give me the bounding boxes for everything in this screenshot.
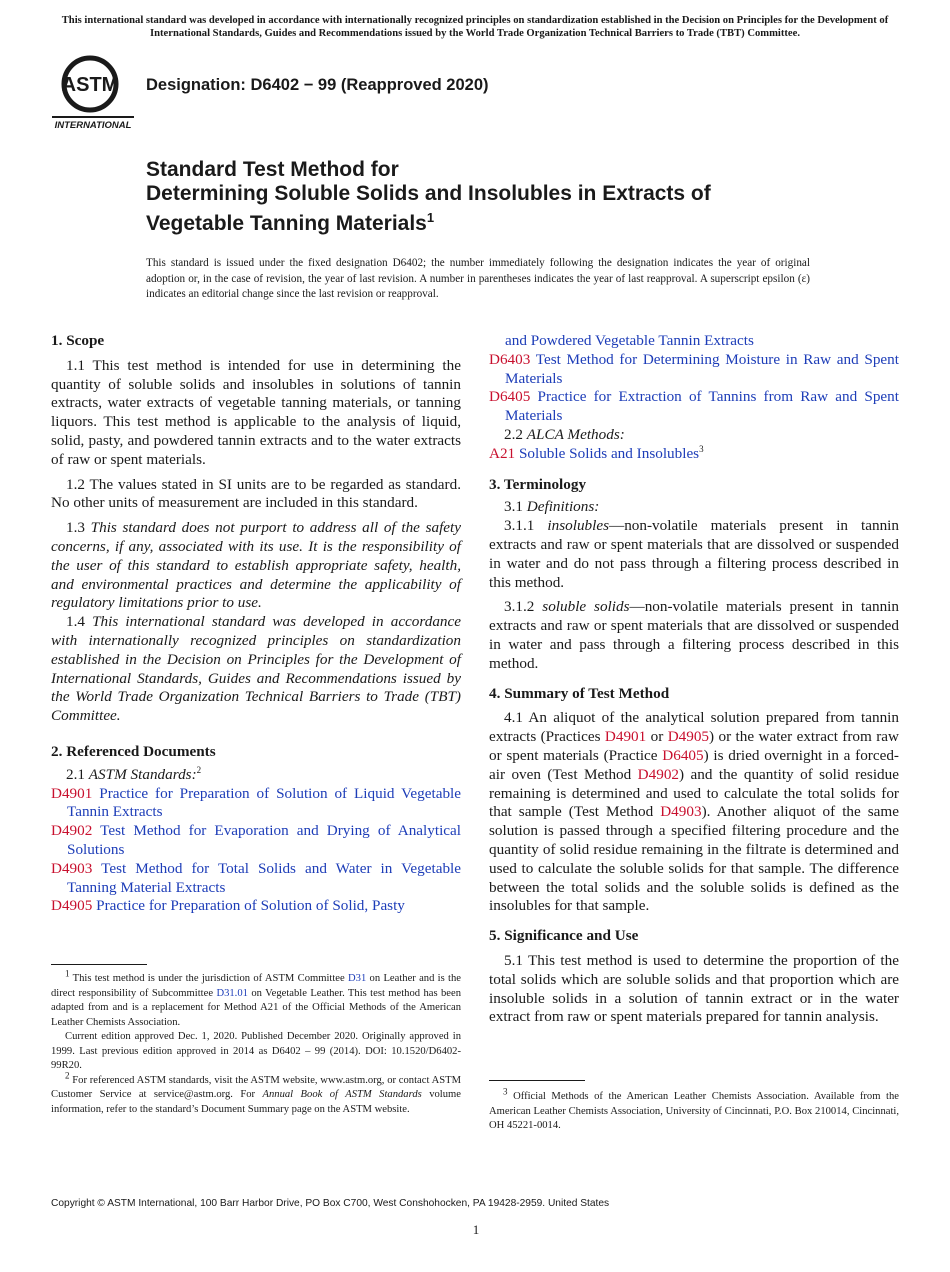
definition-soluble-solids: —non-volatile materials present in tannin extracts and raw or spent materials that are dissolved or suspended in water and pass through a filtering process described in this method. <box>489 598 899 672</box>
ref-code[interactable]: D6403 <box>489 350 531 368</box>
term-soluble-solids: soluble solids <box>542 598 630 616</box>
issue-note: This standard is issued under the fixed designation D6402; the number immediately following the designation indicates the year of original adoption or, in the case of revision, the year of last revision. A number in parentheses indicates the year of last reapproval. A superscript epsilon (ε) indicates an editorial change since the last revision or reapproval. <box>146 257 810 300</box>
astm-standards-label: ASTM Standards: <box>88 765 197 783</box>
para-3-1-1 <box>489 517 899 592</box>
ref-title[interactable]: Practice for Preparation of Solution of Liquid Vegetable Tannin Extracts <box>67 784 461 821</box>
title-line-1: Standard Test Method for <box>146 158 399 181</box>
right-column <box>489 332 899 1027</box>
ref-code[interactable]: A21 <box>489 444 516 462</box>
footnote-1 <box>51 968 461 1030</box>
footnote-1-edition: Current edition approved Dec. 1, 2020. Published December 2020. Originally approved in 1999. Last previous edition approved in 2014 as D6402 – 99 (2014). DOI: 10.1520/D6402-99R20. <box>51 1031 461 1071</box>
para-1-4-text: This international standard was developed in accordance with internationally recognized principles on standardization established in the Decision on Principles for the Development of International Standards, Guides and Recommendations issued by the World Trade Organization Technical Barriers to Trade (TBT) Committee. <box>51 613 462 725</box>
section-heading-scope: 1. Scope <box>51 332 105 349</box>
footnote-3 <box>489 1086 899 1134</box>
page-number: 1 <box>472 1222 480 1237</box>
ref-a21[interactable] <box>489 445 899 464</box>
footnote-2-text-b: volume information, refer to the standard’s Document Summary page on the ASTM website. <box>51 1089 461 1115</box>
left-column <box>51 332 461 916</box>
footnote-rule-right <box>489 1080 585 1081</box>
title-line-3: Vegetable Tanning Materials <box>146 212 427 235</box>
para-4-1-f: ). Another aliquot of the same solution is passed through a specified filtering procedure and the quantity of solid residue remaining in the filtrate is determined and used to calculate the soluble solids for that sample. The difference between the total solids and the soluble solids is defined as the insolubles for that sample. <box>489 803 899 915</box>
ref-code[interactable]: D6405 <box>489 388 531 406</box>
para-4-1-e: ) and the quantity of solid residue remaining is determined and used to calculate the total solids for that sample (Test Method <box>489 765 899 821</box>
footnote-mark-2: 2 <box>196 764 202 775</box>
para-2-2 <box>489 426 899 445</box>
footnote-2-mark: 2 <box>65 1069 70 1080</box>
ref-d4903[interactable] <box>51 860 461 898</box>
footnote-1-text-a: This test method is under the jurisdiction of ASTM Committee <box>72 973 349 984</box>
link-d4905[interactable]: D4905 <box>667 728 710 746</box>
section-heading-refdocs: 2. Referenced Documents <box>51 742 216 760</box>
link-d4902[interactable]: D4902 <box>637 765 680 783</box>
link-d4903[interactable]: D4903 <box>660 803 702 821</box>
ref-d4905[interactable] <box>51 897 461 916</box>
footnotes-right <box>489 1086 899 1134</box>
ref-d6403[interactable] <box>489 351 899 389</box>
section-heading-terminology: 3. Terminology <box>489 475 587 493</box>
ref-title[interactable]: Practice for Preparation of Solution of Solid, Pasty <box>96 897 405 915</box>
para-4-1-b: or <box>646 728 668 746</box>
tbt-notice: This international standard was developed in accordance with internationally recognized principles on standardization established in the Decision on Principles for the Development of International Standards, Guides and Recommendations issued by the World Trade Organization Technical Barriers to Trade (TBT) Committee. <box>61 15 889 39</box>
astm-logo <box>52 54 134 134</box>
footnote-rule-left <box>51 964 147 965</box>
para-4-1-a: 4.1 An aliquot of the analytical solution prepared from tannin extracts (Practices <box>489 709 899 746</box>
para-4-1-d: ) is dried overnight in a forced-air oven (Test Method <box>489 746 899 783</box>
footnote-1-mark: 1 <box>65 968 70 979</box>
footnote-2 <box>51 1069 461 1118</box>
para-1-1: 1.1 This test method is intended for use in determining the quantity of soluble solids and insolubles in solutions of tannin extracts, water extracts of vegetable tanning materials, or tanning liquors. This test method is applicable to the analysis of liquid, solid, pasty, and powdered tannin extracts and to the water extracts of raw or spent materials. <box>51 356 461 468</box>
link-d4901[interactable]: D4901 <box>604 728 647 746</box>
para-1-2: 1.2 The values stated in SI units are to be regarded as standard. No other units of measurement are included in this standard. <box>51 475 461 512</box>
para-3-1-2-num: 3.1.2 <box>504 598 535 616</box>
ref-title[interactable]: Test Method for Total Solids and Water in Vegetable Tanning Material Extracts <box>67 859 462 896</box>
document-title <box>146 158 866 236</box>
subcommittee-link-d31-01[interactable]: D31.01 <box>216 987 248 999</box>
section-heading-significance: 5. Significance and Use <box>489 927 639 945</box>
alca-methods-label: ALCA Methods: <box>526 425 625 443</box>
para-3-1 <box>489 498 899 517</box>
definitions-label: Definitions: <box>526 498 600 516</box>
para-3-1-num: 3.1 <box>504 498 523 516</box>
section-heading-summary: 4. Summary of Test Method <box>489 684 670 702</box>
ref-d6405[interactable] <box>489 388 899 426</box>
title-footnote-mark: 1 <box>426 210 435 225</box>
footnote-3-mark: 3 <box>503 1086 508 1097</box>
para-3-1-1-num: 3.1.1 <box>504 517 535 535</box>
para-1-4 <box>51 613 461 726</box>
para-1-4-num: 1.4 <box>66 613 85 631</box>
title-line-2: Determining Soluble Solids and Insolubles in Extracts of <box>146 182 711 205</box>
footnote-2-italic: Annual Book of ASTM Standards <box>262 1089 422 1100</box>
copyright-line: Copyright © ASTM International, 100 Barr Harbor Drive, PO Box C700, West Conshohocken, PA 19428-2959. United States <box>51 1198 610 1209</box>
ref-d4902[interactable] <box>51 822 461 860</box>
ref-code[interactable]: D4902 <box>51 822 93 840</box>
ref-title[interactable]: Test Method for Evaporation and Drying of Analytical Solutions <box>67 822 461 858</box>
para-4-1 <box>489 709 899 916</box>
ref-title[interactable]: Test Method for Determining Moisture in Raw and Spent Materials <box>505 350 899 387</box>
footnotes-left <box>51 968 461 1117</box>
committee-link-d31[interactable]: D31 <box>348 973 367 984</box>
logo-text: INTERNATIONAL <box>54 120 132 131</box>
designation: Designation: D6402 − 99 (Reapproved 2020) <box>146 76 489 94</box>
footnote-3-text: Official Methods of the American Leather Chemists Association. Available from the American Leather Chemists Association, University of Cincinnati, P.O. Box 210014, Cincinnati, OH 45221-0014. <box>489 1091 899 1131</box>
term-insolubles: insolubles <box>547 517 610 535</box>
ref-code[interactable]: D4905 <box>51 897 93 915</box>
para-2-1 <box>51 766 461 785</box>
ref-code[interactable]: D4903 <box>51 859 93 877</box>
para-2-1-num: 2.1 <box>66 765 85 783</box>
footnote-1-text-c: on Vegetable Leather. This test method has been adapted from and is a replacement for Method A21 of the Official Methods of the American Leather Chemists Association. <box>51 987 461 1028</box>
footnote-2-text-a: For referenced ASTM standards, visit the ASTM website, www.astm.org, or contact ASTM Customer Service at service@astm.org. For <box>51 1074 461 1100</box>
ref-title[interactable]: Practice for Extraction of Tannins from Raw and Spent Materials <box>505 388 899 425</box>
para-5-1: 5.1 This test method is used to determine the proportion of the total solids which are soluble solids and that proportion which are insoluble solids in a solution of tannin extract or in the water extract from raw or spent materials prepared for tannin analysis. <box>489 951 899 1026</box>
link-d6405[interactable]: D6405 <box>662 746 704 764</box>
para-2-2-num: 2.2 <box>504 425 523 443</box>
para-4-1-c: ) or the water extract from raw or spent materials (Practice <box>489 728 899 764</box>
footnote-1-text-b: on Leather and is the direct responsibility of Subcommittee <box>51 973 461 999</box>
logo-letters: ASTM <box>61 74 119 96</box>
ref-d4901[interactable] <box>51 785 461 823</box>
para-3-1-2 <box>489 598 899 673</box>
definition-insolubles: —non-volatile materials present in tannin extracts and raw or spent materials that are dissolved or suspended in water and do not pass through a filtering process described in this method. <box>489 517 899 591</box>
footnote-mark-3: 3 <box>699 443 704 454</box>
para-1-3 <box>51 519 461 613</box>
ref-d4905-continued[interactable]: and Powdered Vegetable Tannin Extracts <box>505 332 754 349</box>
para-1-3-text: This standard does not purport to address all of the safety concerns, if any, associated with its use. It is the responsibility of the user of this standard to establish appropriate safety, health, and environmental practices and determine the applicability of regulatory limitations prior to use. <box>51 519 462 612</box>
para-1-3-num: 1.3 <box>66 519 85 537</box>
ref-title[interactable]: Soluble Solids and Insolubles <box>518 444 700 462</box>
ref-code[interactable]: D4901 <box>51 784 93 802</box>
